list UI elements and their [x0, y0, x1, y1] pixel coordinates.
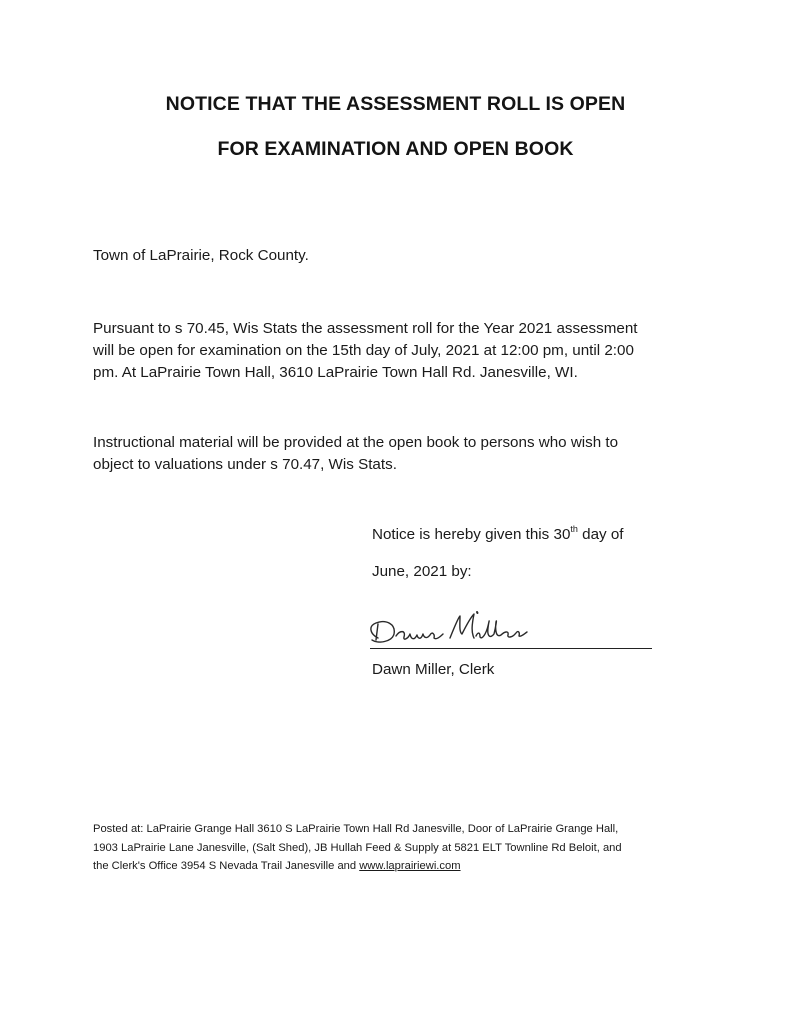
notice-title-line-1: NOTICE THAT THE ASSESSMENT ROLL IS OPEN	[165, 93, 626, 115]
pursuant-line-1: Pursuant to s 70.45, Wis Stats the assessment roll for the Year 2021 assessment	[93, 320, 638, 337]
posted-locations	[93, 820, 622, 876]
pursuant-line-3: pm. At LaPrairie Town Hall, 3610 LaPrairie Town Hall Rd. Janesville, WI.	[93, 364, 578, 381]
town-line: Town of LaPrairie, Rock County.	[93, 247, 309, 264]
instruction-paragraph	[93, 432, 618, 476]
posted-line-2: 1903 LaPrairie Lane Janesville, (Salt Shed), JB Hullah Feed & Supply at 5821 ELT Townline Rd Beloit, and	[93, 841, 622, 854]
notice-given-superscript: th	[570, 523, 578, 534]
posted-line-1: Posted at: LaPrairie Grange Hall 3610 S LaPrairie Town Hall Rd Janesville, Door of LaPrairie Grange Hall,	[93, 823, 619, 835]
notice-date-line: June, 2021 by:	[372, 563, 472, 580]
notice-title-line-2: FOR EXAMINATION AND OPEN BOOK	[217, 138, 574, 160]
website-link[interactable]: www.laprairiewi.com	[359, 860, 461, 872]
pursuant-paragraph	[93, 318, 638, 384]
signature-line	[370, 648, 652, 649]
pursuant-line-2: will be open for examination on the 15th day of July, 2021 at 12:00 pm, until 2:00	[93, 342, 634, 359]
posted-line-3-text: the Clerk's Office 3954 S Nevada Trail Janesville and	[93, 860, 360, 872]
notice-given-prefix: Notice is hereby given this 30	[372, 526, 571, 543]
handwritten-signature	[364, 604, 564, 650]
notice-given-suffix: day of	[577, 526, 624, 543]
instruction-line-2: object to valuations under s 70.47, Wis Stats.	[93, 456, 397, 473]
clerk-name: Dawn Miller, Clerk	[372, 661, 495, 678]
notice-given-line	[372, 523, 624, 543]
instruction-line-1: Instructional material will be provided at the open book to persons who wish to	[93, 434, 619, 451]
posted-line-3	[93, 857, 622, 876]
